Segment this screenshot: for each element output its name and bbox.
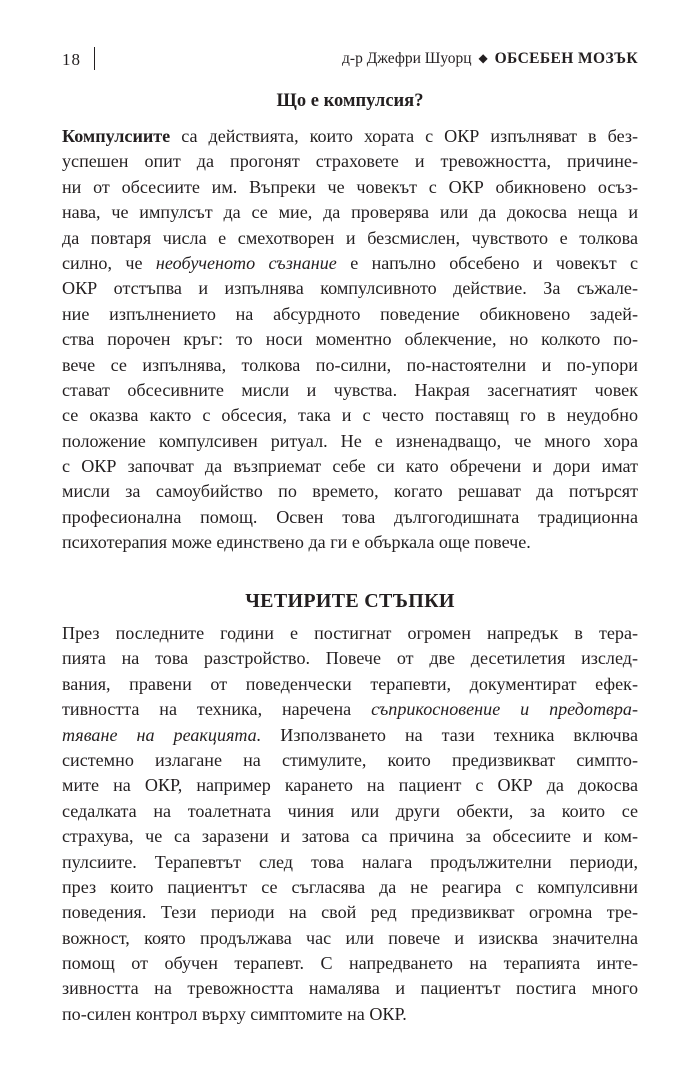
text-line bbox=[62, 302, 638, 327]
text-run: по-силен контрол върху симптомите на ОКР. bbox=[62, 1003, 407, 1024]
text-line bbox=[62, 530, 638, 555]
text-line bbox=[62, 951, 638, 976]
italic-term: тяване на реакцията. bbox=[62, 724, 262, 745]
text-line bbox=[62, 672, 638, 697]
running-head bbox=[342, 50, 638, 68]
text-run: ства порочен кръг: то носи моментно облекчение, но колкото по- bbox=[62, 329, 638, 350]
text-run: през които пациентът се съгласява да не реагира с компулсивни bbox=[62, 876, 638, 897]
text-run: зивността на тревожността намалява и пациентът постига много bbox=[62, 978, 638, 999]
text-line bbox=[62, 276, 638, 301]
author-name: д-р Джефри Шуорц bbox=[342, 50, 472, 67]
text-run: вече се изпълнява, толкова по-силни, по-настоятелни и по-упори bbox=[62, 354, 638, 375]
text-run: е напълно обсебено и човекът с bbox=[336, 252, 638, 273]
text-line bbox=[62, 799, 638, 824]
text-run: страхува, че са заразени и затова са причина за обсесиите и ком- bbox=[62, 826, 638, 847]
text-run: психотерапия може единствено да ги е объркала още повече. bbox=[62, 532, 531, 553]
text-run: ОКР отстъпва и изпълнява компулсивното действие. За съжале- bbox=[62, 278, 638, 299]
paragraph-four-steps bbox=[62, 621, 638, 1027]
text-run: професионална помощ. Освен това дългогодишната традиционна bbox=[62, 506, 638, 527]
text-run: вожност, която продължава час или повече и изисква значителна bbox=[62, 927, 638, 948]
text-line bbox=[62, 454, 638, 479]
text-run: стават обсесивните мисли и чувства. Накрая засегнатият човек bbox=[62, 379, 638, 400]
text-run: мите на ОКР, например карането на пациент с ОКР да докосва bbox=[62, 775, 638, 796]
text-line bbox=[62, 1002, 638, 1027]
text-run: През последните години е постигнат огромен напредък в тера- bbox=[62, 623, 638, 643]
text-run: помощ от обучен терапевт. С напредването на терапията инте- bbox=[62, 953, 638, 974]
text-run: седалката на тоалетната чиния или други обекти, за които се bbox=[62, 800, 638, 821]
text-line bbox=[62, 200, 638, 225]
text-line bbox=[62, 327, 638, 352]
text-run: Използването на тази техника включва bbox=[261, 724, 638, 745]
italic-term: съприкосновение и предотвра- bbox=[371, 699, 638, 720]
text-line bbox=[62, 850, 638, 875]
text-run: нава, че импулсът да се мие, да проверява или да докосва неща и bbox=[62, 202, 638, 223]
text-run: системно излагане на стимулите, които предизвикват симпто- bbox=[62, 749, 638, 770]
section-heading-compulsion: Що е компулсия? bbox=[276, 91, 424, 111]
text-run: ние изпълнението на абсурдното поведение обикновено задей- bbox=[62, 303, 638, 324]
text-line bbox=[62, 378, 638, 403]
text-run: вания, правени от поведенчески терапевти, документират ефек- bbox=[62, 673, 638, 694]
text-line bbox=[62, 429, 638, 454]
text-line bbox=[62, 403, 638, 428]
text-line bbox=[62, 124, 638, 149]
text-run: с ОКР започват да възприемат себе си като обречени и дори имат bbox=[62, 456, 638, 477]
text-run: се оказва както с обсесия, така и с често поставящ го в неудобно bbox=[62, 405, 638, 426]
text-line bbox=[62, 926, 638, 951]
text-line bbox=[62, 175, 638, 200]
text-line bbox=[62, 824, 638, 849]
text-run: са действията, които хората с ОКР изпълняват в без- bbox=[170, 126, 638, 146]
text-line bbox=[62, 900, 638, 925]
text-line bbox=[62, 251, 638, 276]
section-heading-four-steps: ЧЕТИРИТЕ СТЪПКИ bbox=[245, 590, 455, 612]
text-run: пията на това разстройство. Повече от две десетилетия изслед- bbox=[62, 648, 638, 669]
text-run: тивността на техника, наречена bbox=[62, 699, 372, 720]
text-line bbox=[62, 646, 638, 671]
bold-term: Компулсиите bbox=[62, 126, 171, 146]
text-run: положение компулсивен ритуал. Не е изненадващо, че много хора bbox=[62, 430, 638, 451]
book-title: ОБСЕБЕН МОЗЪК bbox=[494, 50, 638, 67]
text-line bbox=[62, 875, 638, 900]
text-line bbox=[62, 976, 638, 1001]
text-line bbox=[62, 353, 638, 378]
text-line bbox=[62, 505, 638, 530]
text-run: поведения. Тези периоди на свой ред предизвикват огромна тре- bbox=[62, 902, 638, 923]
text-run: успешен опит да прогонят страховете и тревожността, причине- bbox=[62, 151, 638, 172]
text-line bbox=[62, 723, 638, 748]
text-line bbox=[62, 479, 638, 504]
text-line bbox=[62, 773, 638, 798]
diamond-separator-icon: ◆ bbox=[478, 51, 488, 65]
text-line bbox=[62, 748, 638, 773]
text-line bbox=[62, 226, 638, 251]
text-run: силно, че bbox=[62, 252, 156, 273]
header-divider bbox=[94, 47, 95, 70]
running-header bbox=[62, 46, 638, 74]
text-run: ни от обсесиите им. Въпреки че човекът с ОКР обикновено осъз- bbox=[62, 176, 638, 197]
paragraph-compulsion bbox=[62, 124, 638, 556]
text-run: да повтаря числа е смехотворен и безсмислен, чувството е толкова bbox=[62, 227, 638, 248]
italic-term: необученото съзнание bbox=[155, 252, 337, 273]
text-line bbox=[62, 149, 638, 174]
page-number: 18 bbox=[62, 50, 81, 69]
text-line bbox=[62, 697, 638, 722]
text-run: мисли за самоубийство по времето, когато решават да потърсят bbox=[62, 481, 638, 502]
text-run: пулсиите. Терапевтът след това налага продължителни периоди, bbox=[62, 851, 638, 872]
text-line bbox=[62, 621, 638, 646]
